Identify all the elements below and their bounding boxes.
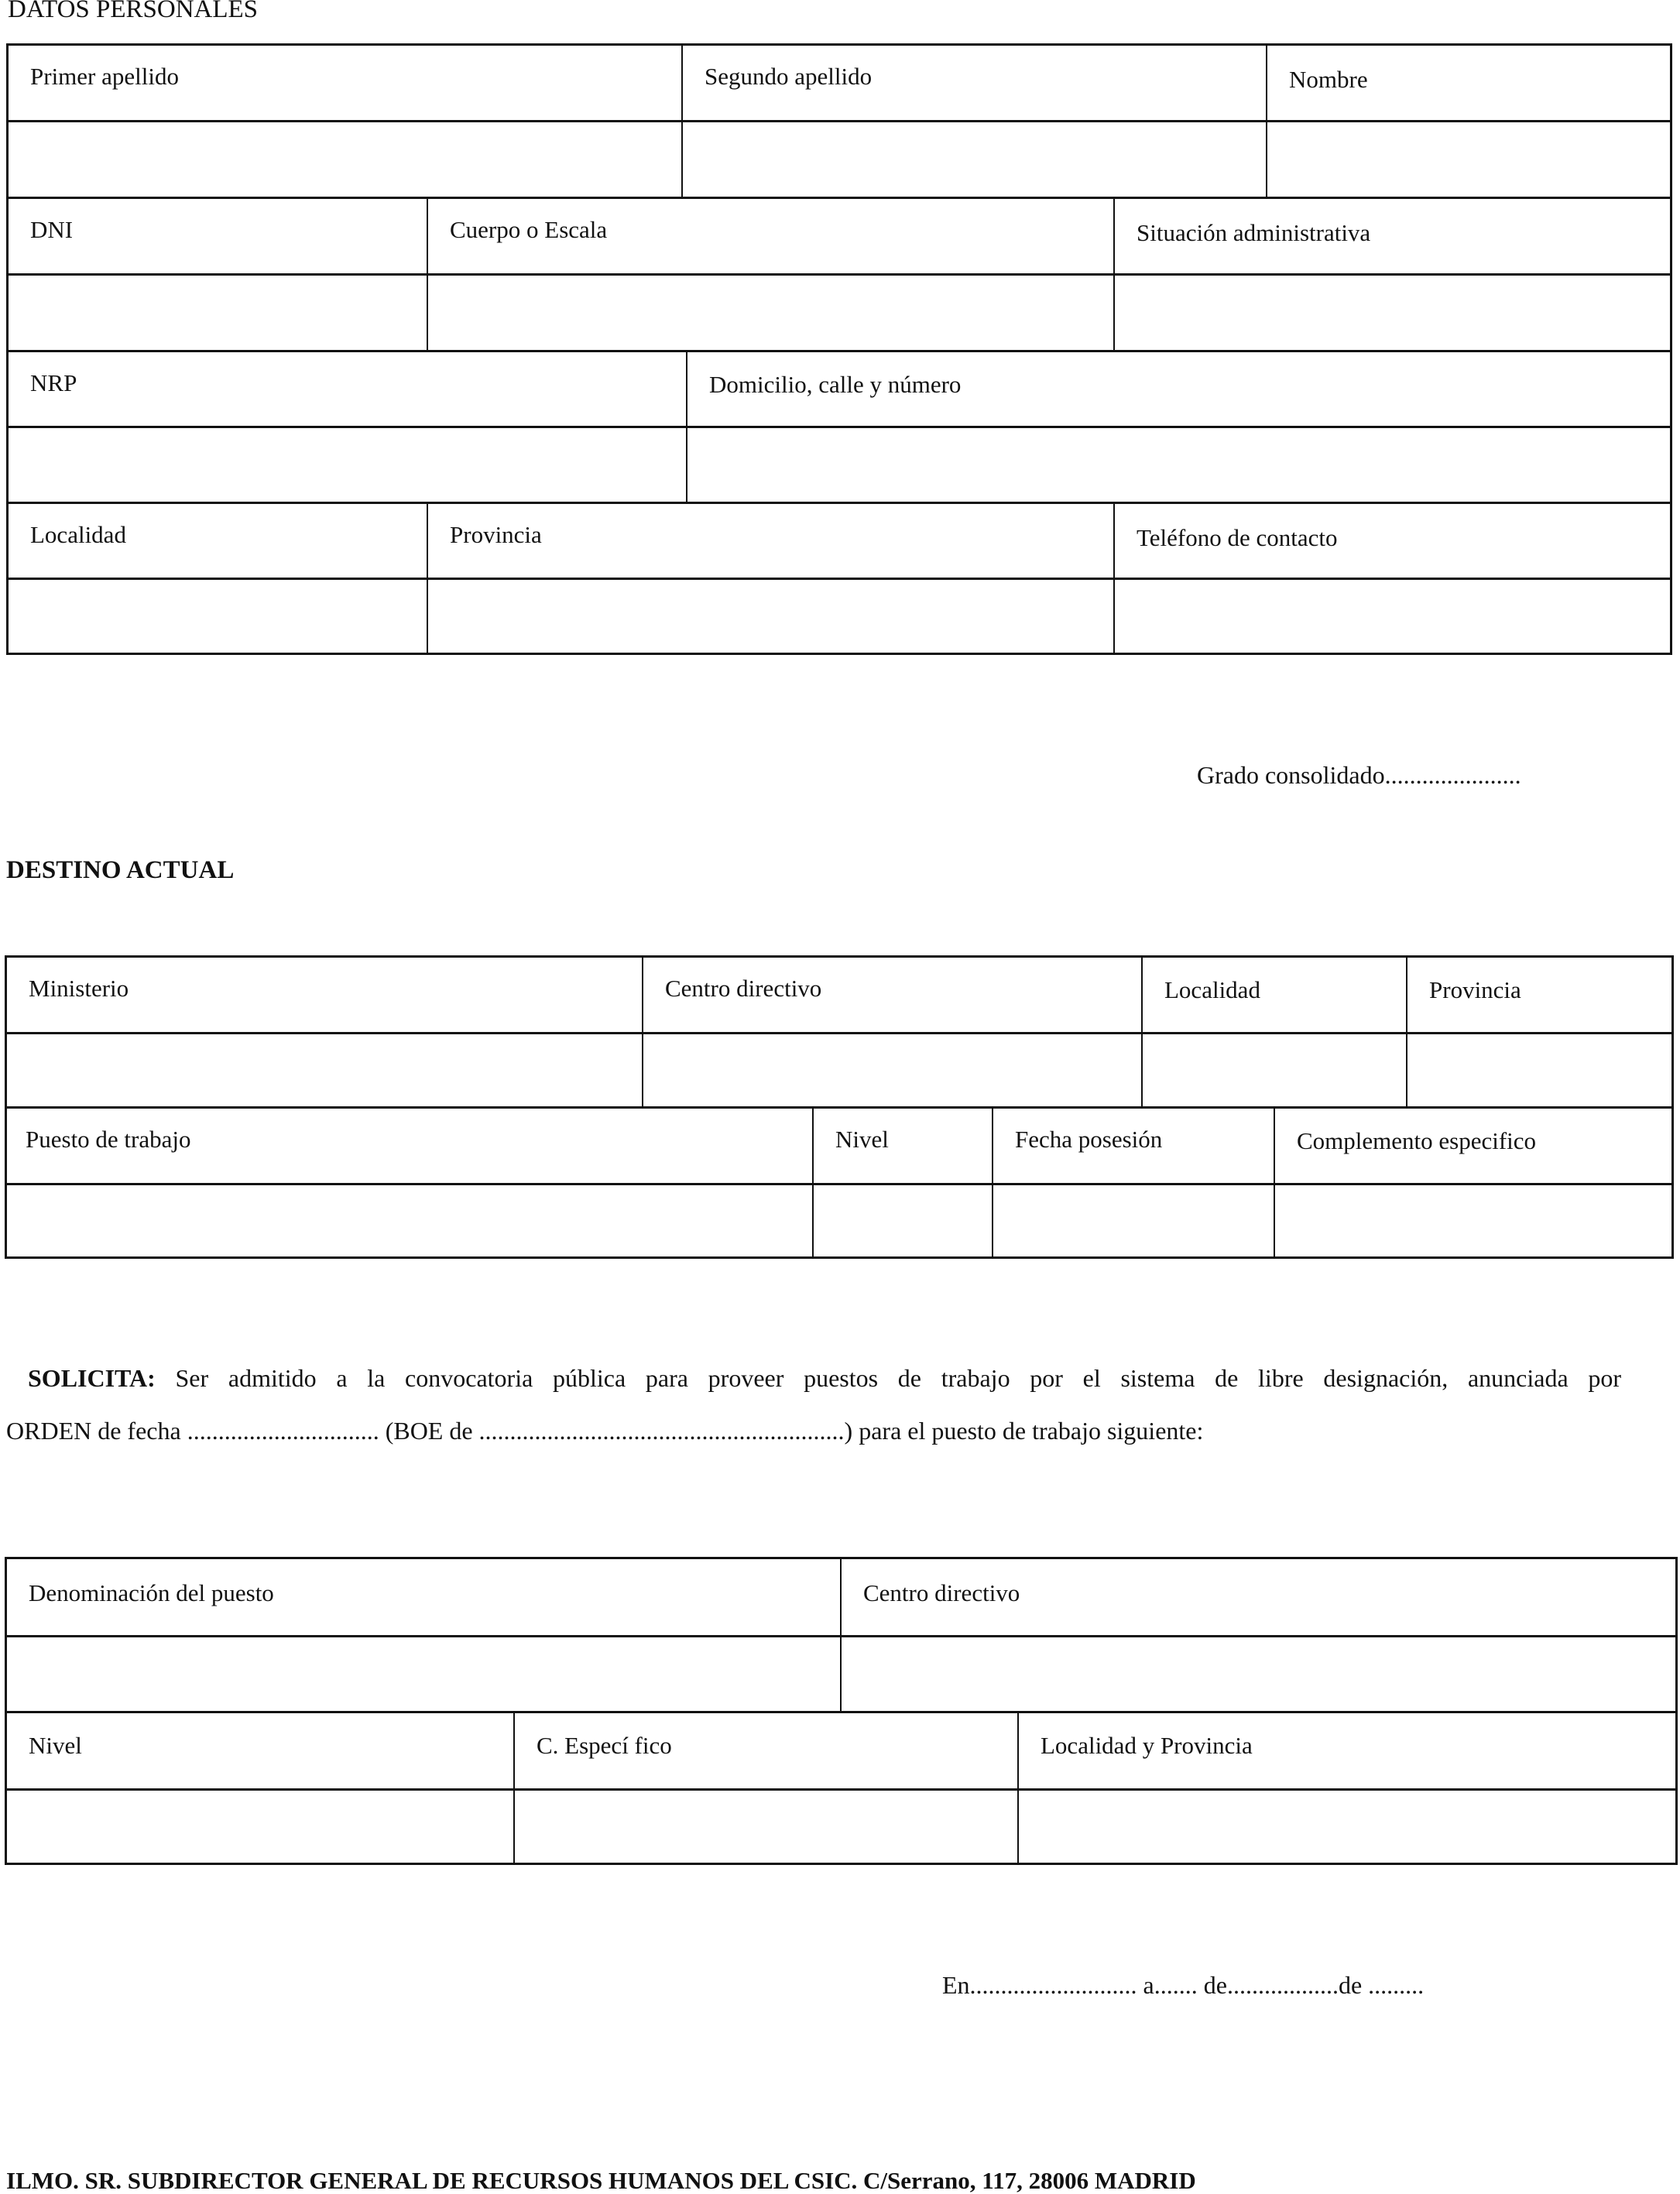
complemento-especifico-label: Complemento especifico — [1297, 1127, 1537, 1154]
destino-input-row-2 — [7, 1185, 1671, 1256]
denominacion-puesto-input[interactable] — [7, 1637, 840, 1711]
centro-directivo-input[interactable] — [842, 1637, 1675, 1711]
destino-actual-table — [5, 955, 1674, 1259]
label-cell-segundo-apellido — [683, 46, 1267, 121]
puesto-label-row-2 — [7, 1713, 1675, 1788]
solicita-text: Ser admitido a la convocatoria pública para proveer puestos de trabajo por el sistema de libre designación, anunciada por — [175, 1364, 1622, 1392]
grado-consolidado-field[interactable]: Grado consolidado...................... — [1197, 761, 1521, 789]
c-especifico-label: C. Especí fico — [537, 1732, 672, 1759]
provincia-label: Provincia — [1429, 976, 1521, 1003]
nrp-input[interactable] — [9, 428, 686, 502]
destino-label-row-1 — [7, 958, 1671, 1032]
destino-actual-heading: DESTINO ACTUAL — [6, 856, 235, 884]
label-cell-primer-apellido — [9, 46, 683, 121]
fecha-posesion-label: Fecha posesión — [1015, 1126, 1163, 1153]
domicilio-label: Domicilio, calle y número — [709, 371, 962, 398]
solicita-paragraph-line-2: ORDEN de fecha ............................... (BOE de ...........................................................) para el puesto de trabajo siguiente: — [6, 1417, 1204, 1445]
nrp-label: NRP — [30, 369, 77, 396]
puesto-input-row-1 — [7, 1637, 1675, 1711]
personal-input-row-4 — [9, 580, 1670, 653]
personal-input-row-3 — [9, 428, 1670, 502]
provincia-input[interactable] — [1407, 1034, 1671, 1107]
c-especifico-input[interactable] — [515, 1791, 1017, 1863]
destino-input-row-1 — [7, 1034, 1671, 1107]
puesto-trabajo-input[interactable] — [7, 1185, 812, 1256]
personal-label-row-1 — [9, 46, 1670, 121]
segundo-apellido-label: Segundo apellido — [705, 63, 873, 90]
cuerpo-escala-input[interactable] — [428, 276, 1113, 350]
label-cell-nombre — [1267, 46, 1670, 121]
nivel-label: Nivel — [29, 1732, 82, 1759]
puesto-input-row-2 — [7, 1791, 1675, 1863]
provincia-label: Provincia — [450, 521, 542, 548]
personal-data-heading: DATOS PERSONALES — [8, 0, 259, 23]
nivel-label: Nivel — [835, 1126, 889, 1153]
nivel-input[interactable] — [814, 1185, 992, 1256]
primer-apellido-label: Primer apellido — [30, 63, 179, 90]
nivel-input[interactable] — [7, 1791, 513, 1863]
ministerio-input[interactable] — [7, 1034, 642, 1107]
localidad-input[interactable] — [1143, 1034, 1406, 1107]
segundo-apellido-input[interactable] — [683, 122, 1266, 197]
primer-apellido-input[interactable] — [9, 122, 681, 197]
localidad-label: Localidad — [30, 521, 126, 548]
telefono-input[interactable] — [1115, 580, 1670, 653]
centro-directivo-label: Centro directivo — [665, 975, 822, 1002]
situacion-administrativa-label: Situación administrativa — [1137, 219, 1371, 246]
provincia-input[interactable] — [428, 580, 1113, 653]
cuerpo-escala-label: Cuerpo o Escala — [450, 216, 608, 243]
fecha-lugar-line[interactable]: En........................... a....... de..................de ......... — [942, 1971, 1425, 1999]
centro-directivo-label: Centro directivo — [863, 1579, 1020, 1606]
solicita-paragraph-line-1 — [28, 1366, 1621, 1390]
personal-input-row-2 — [9, 276, 1670, 350]
ministerio-label: Ministerio — [29, 975, 129, 1002]
localidad-provincia-label: Localidad y Provincia — [1041, 1732, 1253, 1759]
nombre-input[interactable] — [1267, 122, 1670, 197]
personal-label-row-2 — [9, 199, 1670, 273]
denominacion-puesto-label: Denominación del puesto — [29, 1579, 274, 1606]
personal-label-row-4 — [9, 504, 1670, 578]
localidad-input[interactable] — [9, 580, 427, 653]
destinatario-footer: ILMO. SR. SUBDIRECTOR GENERAL DE RECURSOS HUMANOS DEL CSIC. C/Serrano, 117, 28006 MADRID — [6, 2167, 1196, 2194]
puesto-label-row-1 — [7, 1559, 1675, 1635]
nombre-label: Nombre — [1289, 66, 1368, 93]
personal-input-row-1 — [9, 122, 1670, 197]
solicita-label: SOLICITA: — [28, 1364, 156, 1392]
puesto-trabajo-label: Puesto de trabajo — [26, 1126, 191, 1153]
domicilio-input[interactable] — [687, 428, 1670, 502]
situacion-administrativa-input[interactable] — [1115, 276, 1670, 350]
fecha-posesion-input[interactable] — [993, 1185, 1274, 1256]
localidad-label: Localidad — [1164, 976, 1260, 1003]
dni-label: DNI — [30, 216, 74, 243]
telefono-label: Teléfono de contacto — [1137, 524, 1338, 551]
personal-data-table — [6, 43, 1672, 655]
localidad-provincia-input[interactable] — [1019, 1791, 1675, 1863]
complemento-especifico-input[interactable] — [1275, 1185, 1671, 1256]
dni-input[interactable] — [9, 276, 427, 350]
puesto-solicitado-table — [5, 1557, 1678, 1865]
personal-label-row-3 — [9, 352, 1670, 426]
centro-directivo-input[interactable] — [643, 1034, 1141, 1107]
destino-label-row-2 — [7, 1109, 1671, 1183]
